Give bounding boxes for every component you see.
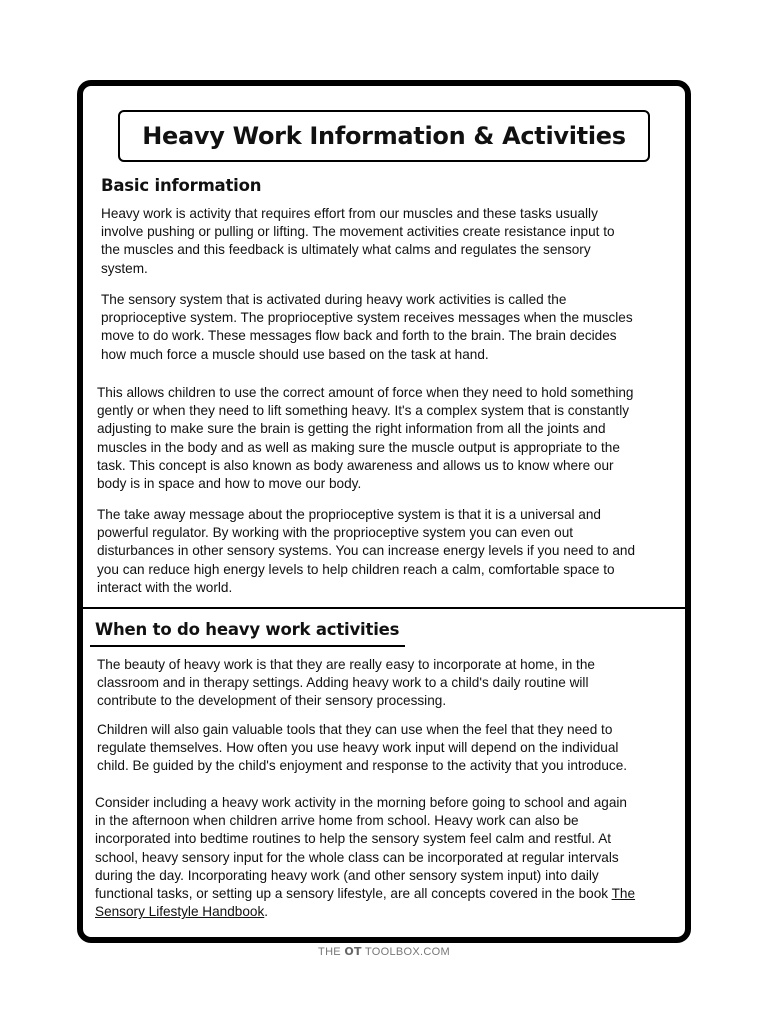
text-line: contribute to the development of their sensory processing. — [97, 693, 447, 709]
text-line: proprioceptive system. The proprioceptive system receives messages when the muscles — [101, 310, 633, 326]
text-line: task. This concept is also known as body awareness and allows us to know where our — [97, 457, 614, 473]
text-line: gently or when they need to lift something heavy. It's a complex system that is constantly — [97, 403, 630, 419]
text-line: adjusting to make sure the brain is getting the right information from all the joints and — [97, 421, 606, 437]
page-title: Heavy Work Information & Activities — [142, 122, 626, 150]
period: . — [264, 904, 269, 920]
footer-suffix: TOOLBOX.COM — [361, 946, 450, 958]
text-line: child. Be guided by the child's enjoyment and response to the activity that you introduce. — [97, 758, 628, 774]
paragraph — [97, 384, 634, 493]
heading-when-to-do: When to do heavy work activities — [95, 620, 400, 639]
text-line: involve pushing or pulling or lifting. The movement activities create resistance input to — [101, 224, 615, 240]
title-box — [118, 110, 650, 162]
footer-brand — [0, 945, 768, 958]
paragraph — [97, 656, 595, 711]
text-line: The take away message about the proprioceptive system is that it is a universal and — [97, 507, 601, 522]
text-line: functional tasks, or setting up a sensory lifestyle, are all concepts covered in the book — [95, 886, 609, 902]
heading-underline — [90, 645, 405, 647]
text-line: Consider including a heavy work activity in the morning before going to school and again — [95, 795, 627, 810]
footer-logo: OT — [344, 945, 362, 958]
text-line: regulate themselves. How often you use heavy work input will depend on the individual — [97, 740, 619, 756]
paragraph — [97, 721, 627, 776]
footer-prefix: THE — [318, 946, 345, 958]
text-line: The beauty of heavy work is that they are really easy to incorporate at home, in the — [97, 657, 595, 672]
paragraph-lines — [95, 794, 635, 903]
text-line: move to do work. These messages flow back and forth to the brain. The brain decides — [101, 328, 617, 344]
text-line: interact with the world. — [97, 579, 233, 595]
paragraph — [97, 506, 635, 597]
last-line — [95, 903, 635, 921]
text-line: The sensory system that is activated during heavy work activities is called the — [101, 292, 567, 307]
paragraph — [101, 205, 615, 278]
text-line: system. — [101, 260, 148, 276]
text-line: Heavy work is activity that requires effort from our muscles and these tasks usually — [101, 206, 598, 221]
text-line: incorporated into bedtime routines to help the sensory system feel calm and restful. At — [95, 831, 612, 847]
text-line: in the afternoon when children arrive home from school. Heavy work can also be — [95, 813, 579, 829]
text-line: Children will also gain valuable tools that they can use when the feel that they need to — [97, 722, 613, 737]
text-line: body is in space and how to move our body. — [97, 476, 362, 492]
text-line: school, heavy sensory input for the whole class can be incorporated at regular intervals — [95, 849, 619, 865]
heading-basic-information: Basic information — [101, 176, 262, 195]
text-line: disturbances in other sensory systems. You can increase energy levels if you need to and — [97, 543, 636, 559]
text-line: the muscles and this feedback is ultimately what calms and regulates the sensory — [101, 242, 591, 258]
text-line — [95, 885, 635, 903]
text-line: how much force a muscle should use based on the task at hand. — [101, 346, 489, 362]
paragraph — [101, 291, 633, 364]
paragraph-last — [95, 794, 635, 921]
book-link-part2[interactable]: Sensory Lifestyle Handbook — [95, 904, 265, 920]
text-line: powerful regulator. By working with the proprioceptive system you can even out — [97, 525, 574, 541]
text-line: during the day. Incorporating heavy work (and other sensory system input) into daily — [95, 867, 599, 883]
book-link-part1[interactable]: The — [611, 886, 636, 902]
text-line: you can reduce high energy levels to help children reach a calm, comfortable space to — [97, 561, 615, 577]
section-divider — [80, 607, 686, 609]
text-line: muscles in the body and as well as making sure the muscle output is appropriate to the — [97, 439, 620, 455]
text-line: classroom and in therapy settings. Adding heavy work to a child's daily routine will — [97, 675, 589, 691]
text-line: This allows children to use the correct amount of force when they need to hold something — [97, 385, 634, 400]
